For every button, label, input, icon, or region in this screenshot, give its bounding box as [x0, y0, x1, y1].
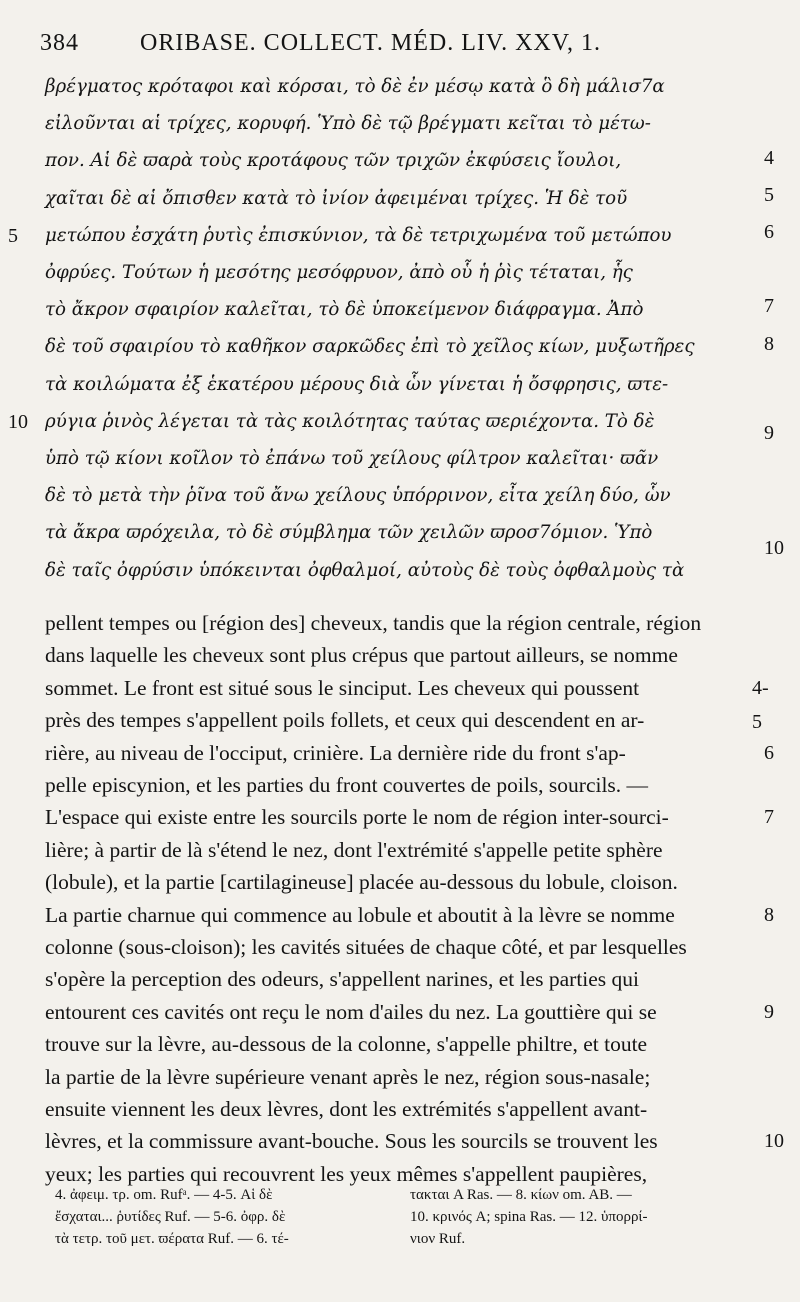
section-number-right: 9	[764, 421, 774, 444]
french-text-line: près des tempes s'appellent poils follets, et ceux qui descendent en ar-	[45, 708, 645, 733]
french-text-line: pelle episcynion, et les parties du front couvertes de poils, sourcils. —	[45, 773, 649, 797]
french-text-line: lèvres, et la commissure avant-bouche. Sous les sourcils se trouvent les	[45, 1129, 658, 1154]
french-text-line: La partie charnue qui commence au lobule et aboutit à la lèvre se nomme	[45, 902, 675, 927]
greek-text-line: τὰ ἄκρα ϖρόχειλα, τὸ δὲ σύμβλημα τῶν χειλῶν ϖροσ7όμιον. Ὑπὸ	[45, 522, 653, 544]
greek-text-line: δὲ ταῖς ὀφρύσιν ὑπόκεινται ὀφθαλμοί, αὐτοὺς δὲ τοὺς ὀφθαλμοὺς τὰ	[45, 559, 685, 581]
greek-text-line: πον. Αἱ δὲ ϖαρὰ τοὺς κροτάφους τῶν τριχῶν ἐκφύσεις ἴουλοι,	[45, 150, 622, 172]
french-text-line: yeux; les parties qui recouvrent les yeux mêmes s'appellent paupières,	[45, 1161, 648, 1186]
line-number-left: 5	[8, 224, 18, 247]
greek-text-line: τὸ ἄκρον σφαιρίον καλεῖται, τὸ δὲ ὑποκείμενον διάφραγμα. Ἀπὸ	[45, 299, 644, 321]
page-number: 384	[40, 30, 79, 56]
section-number-right: 9	[764, 1000, 774, 1023]
footnote-line: 10. κρινός A; spina Ras. — 12. ὑπορρί-	[410, 1209, 648, 1225]
footnote-col-left	[55, 1184, 289, 1250]
footnote-line: νιον Ruf.	[410, 1231, 466, 1247]
french-text-line: rière, au niveau de l'occiput, crinière. La dernière ride du front s'ap-	[45, 740, 626, 765]
greek-text-line: δὲ τὸ μετὰ τὴν ῥῖνα τοῦ ἄνω χείλους ὑπόρρινον, εἶτα χείλη δύο, ὧν	[45, 485, 671, 507]
section-number-right: 6	[764, 221, 774, 244]
footnote-line: τὰ τετρ. τοῦ μετ. ϖέρατα Ruf. — 6. τέ-	[55, 1231, 289, 1247]
section-number-right: 5	[764, 183, 774, 206]
greek-text-line: ὀφρύες. Τούτων ἡ μεσότης μεσόφρυον, ἀπὸ οὗ ἡ ῥὶς τέταται, ἧς	[45, 262, 633, 283]
french-text-line: lière; à partir de là s'étend le nez, dont l'extrémité s'appelle petite sphère	[45, 837, 663, 862]
section-number-right: 6	[764, 741, 774, 764]
section-number-right: 4-5	[752, 676, 769, 733]
greek-text-line: χαῖται δὲ αἱ ὄπισθεν κατὰ τὸ ἰνίον ἀφειμέναι τρίχες. Ἡ δὲ τοῦ	[45, 187, 628, 209]
french-text-line: entourent ces cavités ont reçu le nom d'ailes du nez. La gouttière qui se	[45, 999, 657, 1024]
footnote-line: ἔσχαται... ῥυτίδες Ruf. — 5-6. ὀφρ. δὲ	[55, 1209, 286, 1225]
footnote-line: τακται A Ras. — 8. κίων om. AB. —	[410, 1187, 632, 1203]
french-text-line: L'espace qui existe entre les sourcils porte le nom de région inter-sourci-	[45, 805, 669, 830]
french-text-line: trouve sur la lèvre, au-dessous de la colonne, s'appelle philtre, et toute	[45, 1032, 648, 1057]
french-text-line: colonne (sous-cloison); les cavités situées de chaque côté, et par lesquelles	[45, 935, 687, 959]
section-number-right: 4	[764, 146, 774, 169]
page-header	[40, 20, 780, 60]
french-text-line: pellent tempes ou [région des] cheveux, tandis que la région centrale, région	[45, 611, 702, 635]
greek-text-line: εἰλοῦνται αἱ τρίχες, κορυφή. Ὑπὸ δὲ τῷ βρέγματι κεῖται τὸ μέτω-	[45, 113, 651, 135]
french-text-line: (lobule), et la partie [cartilagineuse] placée au-dessous du lobule, cloison.	[45, 870, 678, 895]
line-number-left: 10	[8, 410, 28, 433]
greek-text-line: μετώπου ἐσχάτη ῥυτὶς ἐπισκύνιον, τὰ δὲ τετριχωμένα τοῦ μετώπου	[45, 224, 672, 246]
greek-text-line: δὲ τοῦ σφαιρίου τὸ καθῆκον σαρκῶδες ἐπὶ τὸ χεῖλος κίων, μυξωτῆρες	[45, 336, 695, 358]
section-number-right: 7	[764, 806, 774, 829]
greek-text-line: ὑπὸ τῷ κίονι κοῖλον τὸ ἐπάνω τοῦ χείλους φίλτρον καλεῖται· ϖᾶν	[45, 448, 659, 469]
section-number-right: 7	[764, 295, 774, 318]
french-text-line: la partie de la lèvre supérieure venant après le nez, région sous-nasale;	[45, 1064, 651, 1089]
french-text-line: ensuite viennent les deux lèvres, dont les extrémités s'appellent avant-	[45, 1097, 648, 1121]
footnote-line: 4. ἀφειμ. τρ. om. Rufᵃ. — 4-5. Αἱ δὲ	[55, 1187, 273, 1203]
section-number-right: 8	[764, 903, 774, 926]
footnote-col-right	[410, 1184, 647, 1250]
section-number-right: 8	[764, 332, 774, 355]
greek-text-line: βρέγματος κρόταφοι καὶ κόρσαι, τὸ δὲ ἐν μέσῳ κατὰ ὃ δὴ μάλισ7α	[45, 76, 665, 97]
section-number-right: 10	[764, 537, 784, 560]
french-text-line: s'opère la perception des odeurs, s'appellent narines, et les parties qui	[45, 967, 640, 992]
greek-text-line: ρύγια ῥινὸς λέγεται τὰ τὰς κοιλότητας ταύτας ϖεριέχοντα. Τὸ δὲ	[45, 410, 655, 432]
running-title: ORIBASE. COLLECT. MÉD. LIV. XXV, 1.	[140, 30, 602, 56]
section-number-right: 10	[764, 1130, 784, 1153]
greek-text-line: τὰ κοιλώματα ἐξ ἑκατέρου μέρους διὰ ὧν γίνεται ἡ ὄσφρησις, ϖτε-	[45, 373, 669, 395]
french-text-line: sommet. Le front est situé sous le sinciput. Les cheveux qui poussent	[45, 675, 640, 700]
french-text-line: dans laquelle les cheveux sont plus crépus que partout ailleurs, se nomme	[45, 643, 678, 668]
